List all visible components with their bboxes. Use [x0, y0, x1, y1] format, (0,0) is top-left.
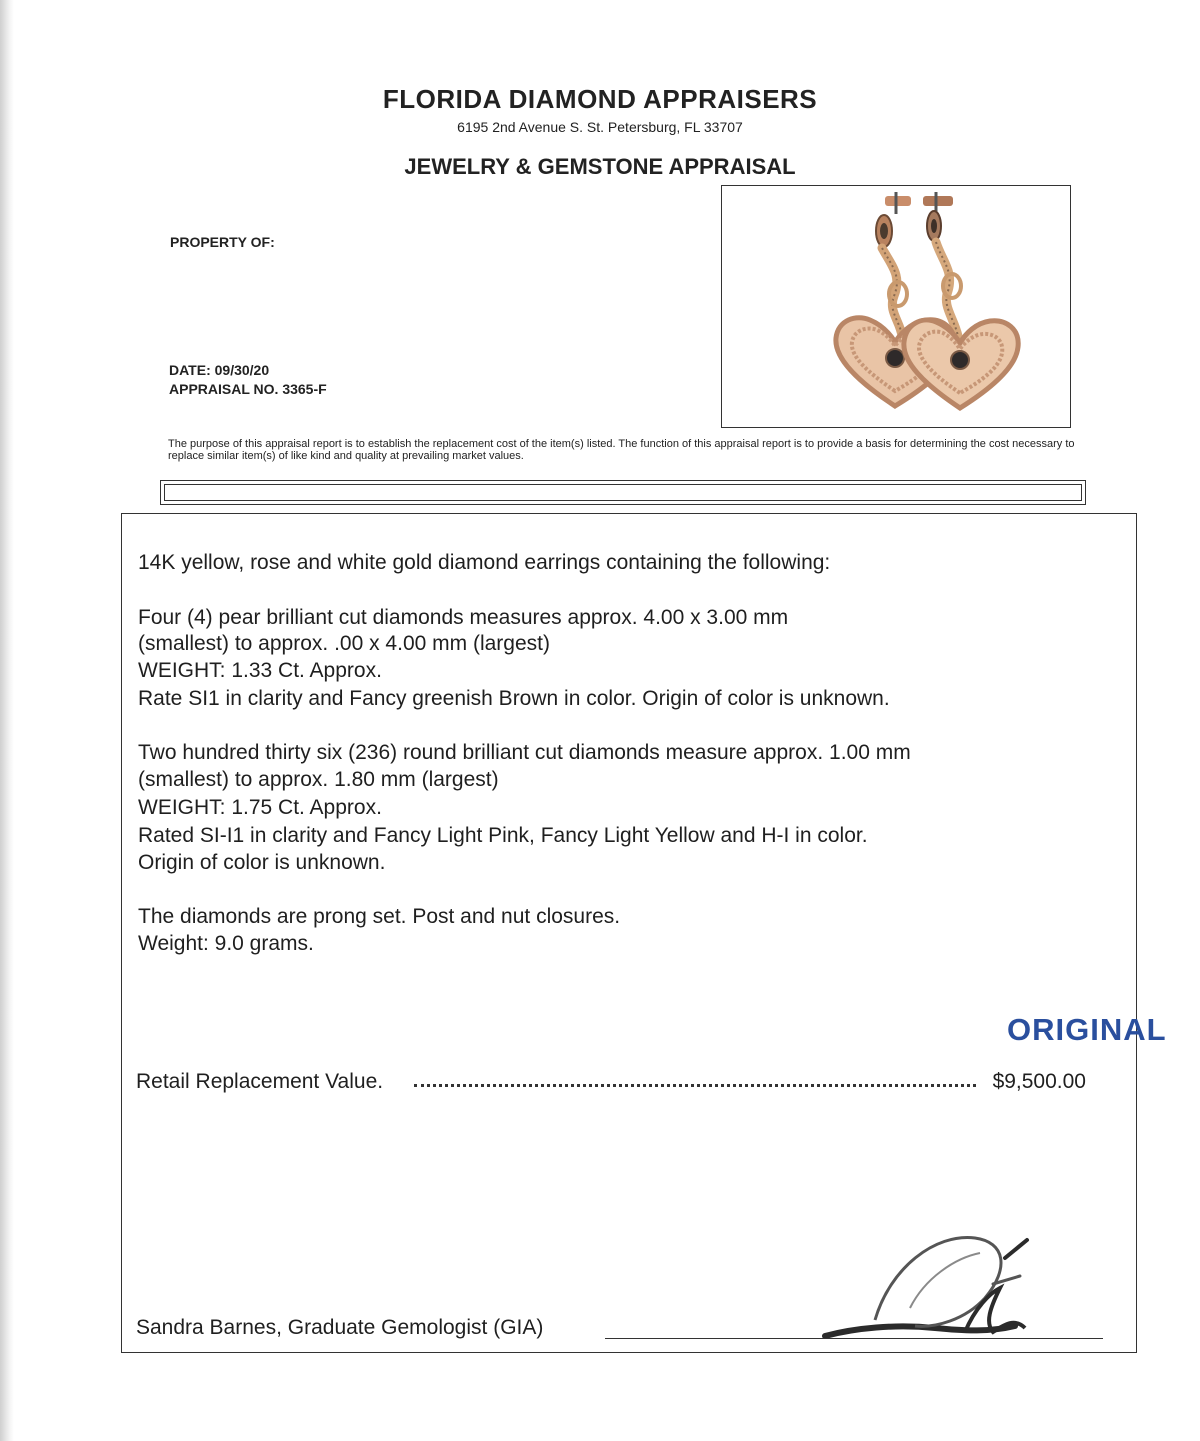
valuation-label: Retail Replacement Value.: [136, 1070, 384, 1093]
property-of-label: PROPERTY OF:: [170, 234, 275, 250]
round-diamonds-line2: (smallest) to approx. 1.80 mm (largest): [138, 768, 499, 791]
round-diamonds-grade: Rated SI-I1 in clarity and Fancy Light Pink, Fancy Light Yellow and H-I in color.: [138, 824, 868, 847]
total-weight: Weight: 9.0 grams.: [138, 932, 314, 955]
pear-diamonds-grade: Rate SI1 in clarity and Fancy greenish Brown in color. Origin of color is unknown.: [138, 687, 890, 710]
company-address: 6195 2nd Avenue S. St. Petersburg, FL 33707: [457, 119, 743, 135]
date-line: DATE: 09/30/20: [169, 362, 270, 378]
item-intro: 14K yellow, rose and white gold diamond earrings containing the following:: [138, 551, 831, 574]
signer-name: Sandra Barnes, Graduate Gemologist (GIA): [136, 1316, 544, 1339]
original-stamp: ORIGINAL: [1007, 1012, 1167, 1047]
round-diamonds-origin: Origin of color is unknown.: [138, 851, 386, 874]
earrings-image: [722, 186, 1069, 426]
dot-leader: [414, 1084, 976, 1087]
company-name: FLORIDA DIAMOND APPRAISERS: [382, 84, 818, 114]
signature-line: [605, 1338, 1103, 1339]
right-post-icon: [923, 196, 953, 206]
signature-icon: [815, 1228, 1040, 1348]
item-photo: [721, 185, 1071, 428]
left-post-icon: [885, 196, 911, 206]
pear-diamonds-line2: (smallest) to approx. .00 x 4.00 mm (largest): [138, 632, 550, 655]
pear-diamonds-weight: WEIGHT: 1.33 Ct. Approx.: [138, 659, 382, 682]
setting-description: The diamonds are prong set. Post and nut closures.: [138, 905, 621, 928]
round-diamonds-line1: Two hundred thirty six (236) round brilliant cut diamonds measure approx. 1.00 mm: [138, 741, 911, 764]
valuation-row: [136, 1070, 1086, 1098]
scanned-page-edge: [0, 0, 14, 1441]
pear-diamonds-line1: Four (4) pear brilliant cut diamonds measures approx. 4.00 x 3.00 mm: [138, 606, 789, 629]
round-diamonds-weight: WEIGHT: 1.75 Ct. Approx.: [138, 796, 382, 819]
appraisal-number-line: APPRAISAL NO. 3365-F: [169, 381, 327, 397]
valuation-amount: $9,500.00: [992, 1070, 1086, 1093]
document-title: JEWELRY & GEMSTONE APPRAISAL: [404, 154, 796, 179]
purpose-statement: The purpose of this appraisal report is to establish the replacement cost of the item(s) listed. The function of this appraisal report is to provide a basis for determining the cost necessary to replace similar item(s) of like kind and quality at prevailing market values.: [168, 438, 1075, 462]
divider-bar: [160, 480, 1086, 505]
